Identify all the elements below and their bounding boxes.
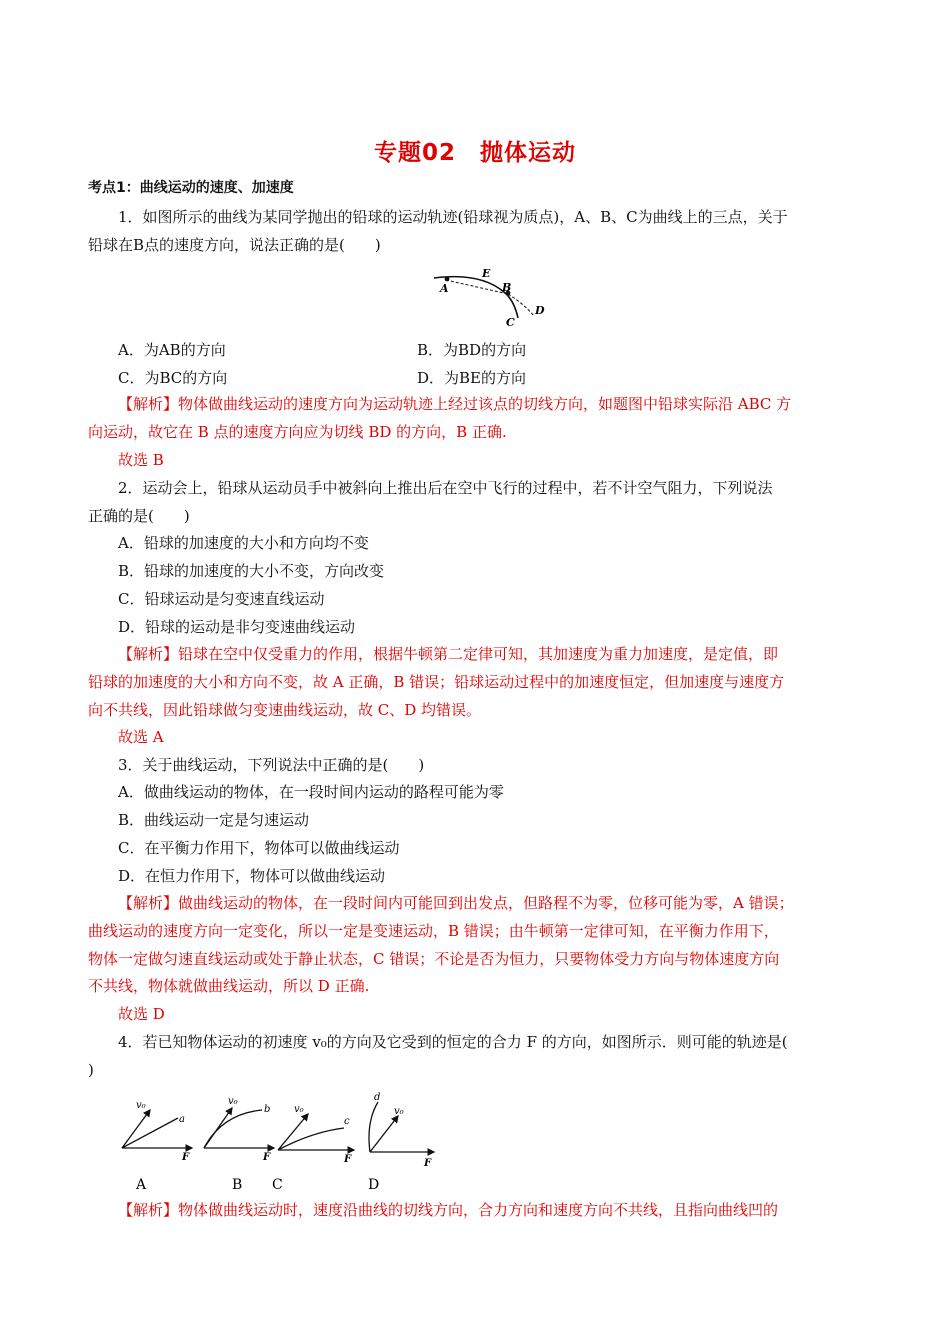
fig-d-force: F	[424, 1158, 432, 1169]
q1-answer: 故选 B	[118, 451, 164, 469]
caption-a: A	[136, 1177, 147, 1193]
label-b: B	[502, 281, 512, 294]
q2-option-b: B．铅球的加速度的大小不变，方向改变	[118, 562, 385, 580]
q2-line-2: 正确的是( )	[88, 507, 190, 525]
q1-line-2: 铅球在B点的速度方向，说法正确的是( )	[88, 236, 381, 254]
fig-b-force: F	[263, 1152, 271, 1163]
option-a-diagram	[122, 1100, 192, 1163]
q2-line-1: 2．运动会上，铅球从运动员手中被斜向上推出后在空中飞行的过程中，若不计空气阻力，下列说法	[118, 479, 773, 497]
q3-analysis-line-3: 物体一定做匀速直线运动或处于静止状态，C 错误；不论是否为恒力，只要物体受力方向与物体速度方向	[88, 950, 780, 968]
fig-a-v0: v₀	[136, 1100, 146, 1111]
q3-option-a: A．做曲线运动的物体，在一段时间内运动的路程可能为零	[118, 783, 504, 801]
q2-option-c: C．铅球运动是匀变速直线运动	[118, 590, 325, 608]
q2-analysis-line-1: 【解析】铅球在空中仅受重力的作用，根据牛顿第二定律可知，其加速度为重力加速度，是定值，即	[118, 645, 779, 663]
q2-option-a: A．铅球的加速度的大小和方向均不变	[118, 534, 369, 552]
q2-analysis-line-2: 铅球的加速度的大小和方向不变，故 A 正确，B 错误；铅球运动过程中的加速度恒定，但加速度与速度方	[88, 673, 785, 691]
option-b-diagram	[204, 1096, 274, 1163]
label-d: D	[535, 304, 545, 317]
q4-analysis-line-1: 【解析】物体做曲线运动时，速度沿曲线的切线方向，合力方向和速度方向不共线，且指向曲线凹的	[118, 1201, 779, 1219]
option-d-diagram	[369, 1092, 434, 1169]
label-c: C	[506, 316, 515, 329]
q3-analysis-line-2: 曲线运动的速度方向一定变化，所以一定是变速运动，B 错误；由牛顿第一定律可知，在平衡力作用下，	[88, 922, 779, 940]
fig-d-v0: v₀	[394, 1106, 404, 1117]
page-title: 专题02 抛体运动	[373, 140, 576, 166]
fig-b-curve: b	[264, 1104, 271, 1115]
point-a-dot	[445, 277, 450, 282]
label-a: A	[440, 282, 449, 295]
section-heading: 考点1：曲线运动的速度、加速度	[88, 180, 294, 196]
dashed-line-ab	[446, 280, 508, 294]
caption-b: B	[232, 1177, 243, 1193]
dashed-line-bd	[508, 294, 534, 316]
q3-option-b: B．曲线运动一定是匀速运动	[118, 811, 310, 829]
q3-option-d: D．在恒力作用下，物体可以做曲线运动	[118, 867, 386, 885]
q2-answer: 故选 A	[118, 728, 164, 746]
caption-c: C	[272, 1177, 283, 1193]
q4-line-2: )	[88, 1061, 94, 1079]
q1-trajectory-figure	[428, 264, 550, 330]
q1-analysis-line-1: 【解析】物体做曲线运动的速度方向为运动轨迹上经过该点的切线方向，如题图中铅球实际沿 ABC 方	[118, 395, 792, 413]
q1-analysis-line-2: 向运动，故它在 B 点的速度方向应为切线 BD 的方向，B 正确.	[88, 423, 507, 441]
caption-d: D	[368, 1177, 380, 1193]
label-e: E	[482, 267, 491, 280]
q3-option-c: C．在平衡力作用下，物体可以做曲线运动	[118, 839, 400, 857]
q4-line-1: 4．若已知物体运动的初速度 v₀的方向及它受到的恒定的合力 F 的方向，如图所示．则可能的轨迹是(	[118, 1033, 788, 1051]
q1-option-b: B．为BD的方向	[417, 341, 527, 359]
q3-analysis-line-1: 【解析】做曲线运动的物体，在一段时间内可能回到出发点，但路程不为零，位移可能为零，A 错误；	[118, 894, 794, 912]
q3-line-1: 3．关于曲线运动，下列说法中正确的是( )	[118, 756, 425, 774]
q1-option-d: D．为BE的方向	[417, 369, 526, 387]
fig-c-v0: v₀	[294, 1104, 304, 1115]
fig-d-curve: d	[374, 1092, 381, 1103]
option-c-diagram	[278, 1104, 354, 1165]
q1-line-1: 1．如图所示的曲线为某同学抛出的铅球的运动轨迹(铅球视为质点)，A、B、C为曲线上的三点，关于	[118, 208, 788, 226]
q3-analysis-line-4: 不共线，物体就做曲线运动，所以 D 正确.	[88, 977, 370, 995]
q2-analysis-line-3: 向不共线，因此铅球做匀变速曲线运动，故 C、D 均错误。	[88, 701, 482, 719]
fig-c-force: F	[344, 1154, 352, 1165]
fig-a-force: F	[182, 1152, 190, 1163]
q3-answer: 故选 D	[118, 1005, 165, 1023]
q1-option-c: C．为BC的方向	[118, 369, 228, 387]
q2-option-d: D．铅球的运动是非匀变速曲线运动	[118, 618, 356, 636]
q1-option-a: A．为AB的方向	[118, 341, 226, 359]
fig-b-v0: v₀	[228, 1096, 238, 1107]
fig-c-curve: c	[344, 1116, 350, 1127]
fig-a-curve: a	[179, 1114, 185, 1125]
q4-trajectory-figure	[112, 1088, 442, 1200]
